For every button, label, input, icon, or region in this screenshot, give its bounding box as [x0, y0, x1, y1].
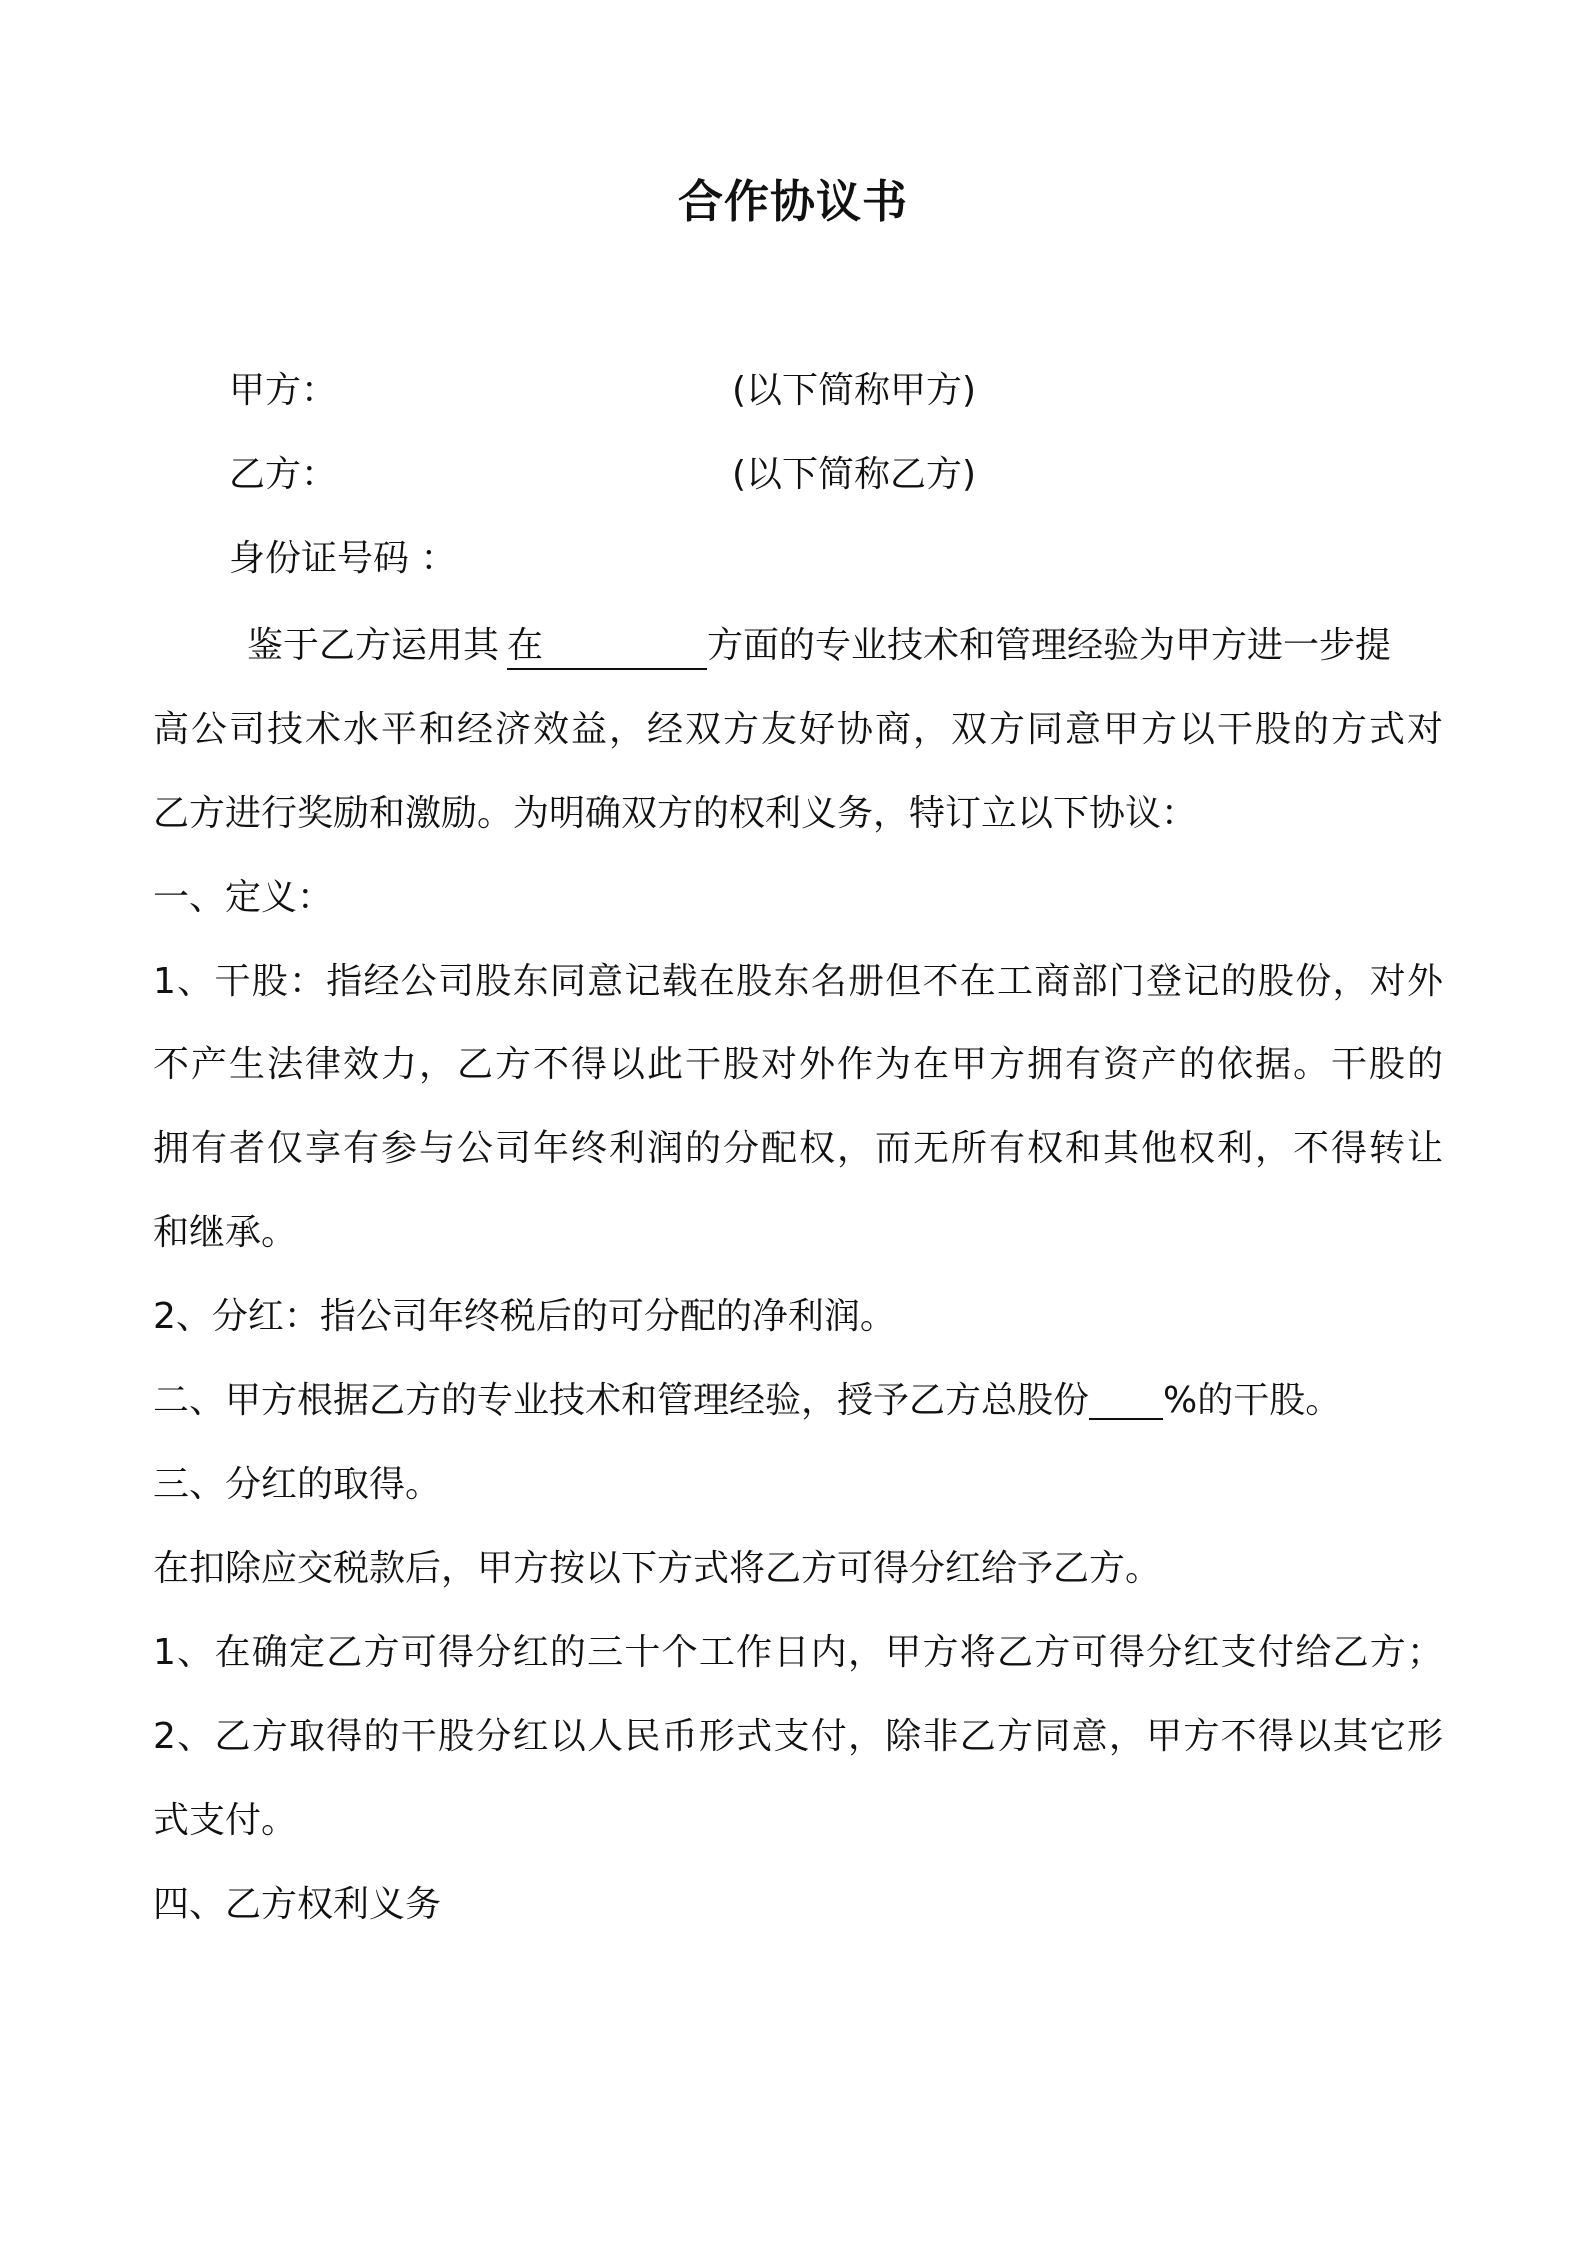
preamble-suffix: 方面的专业技术和管理经验为甲方进一步提	[707, 625, 1392, 666]
share-percentage-blank	[1089, 1378, 1163, 1420]
party-b-note: (以下简称乙方)	[732, 454, 977, 495]
section-3-intro: 在扣除应交税款后，甲方按以下方式将乙方可得分红给予乙方。	[153, 1548, 1162, 1589]
section-1-heading: 一、定义：	[153, 877, 334, 918]
preamble-line-1	[247, 622, 1391, 670]
expertise-field	[507, 624, 707, 670]
document-title: 合作协议书	[677, 175, 908, 228]
section-3-item-2-line-2: 式支付。	[153, 1800, 298, 1841]
preamble-line-3: 乙方进行奖励和激励。为明确双方的权利义务，特订立以下协议：	[153, 793, 1198, 834]
section-3-item-2-line-1: 2、乙方取得的干股分红以人民币形式支付，除非乙方同意，甲方不得以其它形	[153, 1716, 1443, 1757]
section-1-item-1-line-3: 拥有者仅享有参与公司年终利润的分配权，而无所有权和其他权利，不得转让	[153, 1128, 1443, 1169]
section-2	[153, 1377, 1341, 1425]
section-1-item-1-line-2: 不产生法律效力，乙方不得以此干股对外作为在甲方拥有资产的依据。干股的	[153, 1044, 1443, 1085]
preamble-line-2: 高公司技术水平和经济效益，经双方友好协商，双方同意甲方以干股的方式对	[153, 709, 1443, 750]
section-4-heading: 四、乙方权利义务	[153, 1884, 442, 1925]
party-a-note: (以下简称甲方)	[732, 370, 977, 411]
party-b-label: 乙方：	[229, 454, 338, 495]
id-number-label: 身份证号码 ：	[229, 538, 457, 579]
section-3-item-1: 1、在确定乙方可得分红的三十个工作日内，甲方将乙方可得分红支付给乙方；	[153, 1632, 1443, 1673]
section-1-item-1-line-4: 和继承。	[153, 1212, 298, 1253]
preamble-prefix: 鉴于乙方运用其	[247, 625, 500, 666]
section-1-item-2: 2、分红：指公司年终税后的可分配的净利润。	[153, 1296, 896, 1337]
section-2-suffix: %的干股。	[1163, 1380, 1342, 1421]
expertise-field-text: 在	[507, 625, 544, 666]
party-a-label: 甲方：	[229, 370, 338, 411]
section-1-item-1-line-1: 1、干股：指经公司股东同意记载在股东名册但不在工商部门登记的股份，对外	[153, 961, 1443, 1002]
section-3-heading: 三、分红的取得。	[153, 1464, 442, 1505]
section-2-prefix: 二、甲方根据乙方的专业技术和管理经验，授予乙方总股份	[153, 1380, 1090, 1421]
